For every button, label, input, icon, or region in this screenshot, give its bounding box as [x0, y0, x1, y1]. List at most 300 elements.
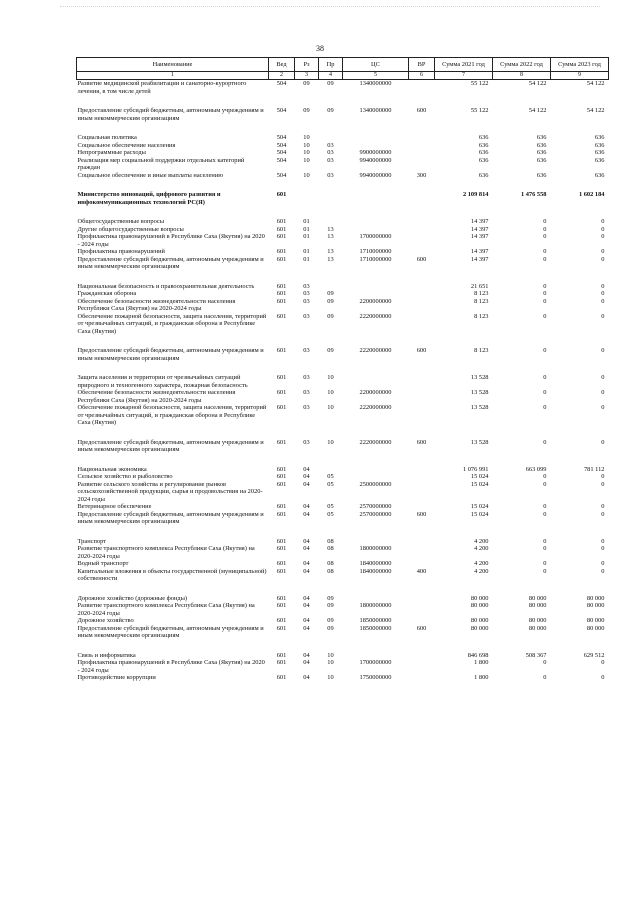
table-row — [77, 149, 609, 157]
cell-sum-2022: 636 — [536, 134, 547, 141]
cell-cs — [343, 374, 409, 389]
cell-vr — [409, 149, 435, 157]
cell-sum-2022: 0 — [543, 290, 547, 297]
cell-rz: 01 — [303, 218, 310, 225]
cell-sum-2021: 4 200 — [474, 567, 489, 575]
cell-cs — [343, 283, 409, 291]
cell-name: Капитальные вложения в объекты государственной (муниципальной) собственности — [77, 567, 267, 582]
cell-ved: 601 — [276, 473, 287, 480]
table-row — [77, 545, 609, 560]
table-row — [77, 511, 609, 526]
cell-ved: 601 — [276, 480, 287, 488]
cell-sum-2021: 636 — [478, 134, 489, 141]
cell-pr: 09 — [327, 594, 334, 602]
cell-sum-2021: 14 397 — [470, 255, 489, 263]
table-row — [77, 313, 609, 336]
cell-vr: 600 — [416, 107, 427, 114]
cell-name: Предоставление субсидий бюджетным, автономным учреждениям и иным некоммерческим организациям — [77, 624, 264, 639]
cell-vr — [409, 595, 435, 603]
cell-sum-2022: 0 — [543, 297, 547, 305]
cell-pr: 09 — [327, 617, 334, 624]
cell-cs — [343, 595, 409, 603]
cell-sum-2021: 1 076 991 — [462, 465, 489, 473]
table-row — [77, 347, 609, 362]
table-row — [77, 80, 609, 96]
cell-sum-2022: 636 — [536, 149, 547, 156]
cell-sum-2023: 0 — [601, 218, 605, 225]
cell-rz: 03 — [303, 374, 310, 381]
table-row — [77, 134, 609, 142]
table-row — [77, 560, 609, 568]
cell-pr: 09 — [327, 290, 334, 297]
cell-sum-2021: 636 — [478, 141, 489, 149]
cell-sum-2022: 0 — [543, 225, 547, 233]
cell-rz: 03 — [303, 347, 310, 354]
cell-rz: 03 — [303, 389, 310, 396]
cell-name: Профилактика правонарушений в Республике Саха (Якутия) на 2020 - 2024 годы — [77, 659, 265, 674]
cell-sum-2022: 0 — [543, 248, 547, 255]
cell-sum-2022: 54 122 — [528, 80, 547, 87]
cell-vr — [409, 466, 435, 474]
cell-sum-2023: 0 — [601, 389, 605, 396]
cell-rz: 09 — [303, 107, 310, 114]
cell-vr: 600 — [416, 255, 427, 263]
cell-vr — [409, 481, 435, 504]
cell-sum-2022: 80 000 — [528, 624, 547, 632]
cell-name: Предоставление субсидий бюджетным, автономным учреждениям и иным некоммерческим организациям — [77, 510, 264, 525]
table-row — [77, 404, 609, 427]
cell-vr: 600 — [416, 510, 427, 518]
cell-vr — [409, 157, 435, 172]
cell-vr — [409, 233, 435, 248]
cell-name: Профилактика правонарушений — [77, 248, 165, 255]
cell-ved: 601 — [276, 389, 287, 396]
cell-rz: 04 — [303, 659, 310, 666]
cell-name: Предоставление субсидий бюджетным, автономным учреждениям и иным некоммерческим организациям — [77, 438, 264, 453]
cell-pr: 13 — [327, 248, 334, 255]
cell-sum-2022: 0 — [543, 233, 547, 240]
cell-pr: 05 — [327, 510, 334, 518]
cell-rz: 01 — [303, 233, 310, 240]
cell-sum-2023: 0 — [601, 297, 605, 305]
cell-vr — [409, 374, 435, 389]
table-row — [77, 617, 609, 625]
cell-rz: 10 — [303, 149, 310, 156]
cell-vr — [409, 659, 435, 674]
cell-cs: 1340000000 — [359, 107, 392, 114]
cell-name: Дорожное хозяйство — [77, 617, 134, 624]
cell-sum-2022: 0 — [543, 503, 547, 510]
cell-rz: 04 — [303, 560, 310, 567]
cell-sum-2022: 80 000 — [528, 617, 547, 624]
cell-name: Дорожное хозяйство (дорожные фонды) — [77, 594, 188, 602]
cell-sum-2022: 0 — [543, 312, 547, 320]
cell-sum-2023: 0 — [601, 312, 605, 320]
cell-pr: 03 — [327, 141, 334, 149]
cell-sum-2022: 0 — [543, 255, 547, 263]
cell-pr — [319, 218, 343, 226]
header-name: Наименование — [77, 58, 269, 72]
cell-name: Общегосударственные вопросы — [77, 218, 165, 225]
cell-ved: 504 — [276, 134, 287, 141]
column-number: 3 — [295, 72, 319, 80]
table-row — [77, 248, 609, 256]
cell-cs — [343, 473, 409, 481]
cell-rz: 04 — [303, 503, 310, 510]
cell-ved: 601 — [276, 594, 287, 602]
cell-pr: 05 — [327, 473, 334, 480]
cell-pr — [319, 134, 343, 142]
cell-pr: 10 — [327, 404, 334, 411]
cell-name: Развитие транспортного комплекса Республики Саха (Якутия) на 2020-2024 годы — [77, 545, 255, 560]
cell-cs: 2570000000 — [359, 510, 392, 518]
cell-rz: 04 — [303, 624, 310, 632]
header-sum-2023: Сумма 2023 год — [551, 58, 609, 72]
cell-ved: 601 — [276, 465, 287, 473]
table-row — [77, 473, 609, 481]
cell-pr: 09 — [327, 107, 334, 114]
cell-cs: 9900000000 — [359, 149, 392, 156]
cell-vr — [409, 290, 435, 298]
cell-pr: 09 — [327, 347, 334, 354]
cell-sum-2023: 80 000 — [586, 602, 605, 609]
cell-cs: 2220000000 — [359, 312, 392, 320]
cell-sum-2021: 14 397 — [470, 233, 489, 240]
cell-sum-2021: 13 528 — [470, 374, 489, 381]
cell-name: Предоставление субсидий бюджетным, автономным учреждениям и иным некоммерческим организациям — [77, 107, 264, 122]
cell-sum-2021: 80 000 — [470, 602, 489, 609]
cell-sum-2022: 0 — [543, 374, 547, 381]
cell-sum-2021: 8 123 — [474, 297, 489, 305]
cell-sum-2022: 0 — [543, 404, 547, 411]
cell-sum-2023: 636 — [594, 171, 605, 179]
cell-sum-2022: 0 — [543, 473, 547, 480]
column-number: 9 — [551, 72, 609, 80]
cell-cs: 2500000000 — [359, 480, 392, 488]
cell-sum-2022: 1 476 558 — [520, 191, 547, 198]
cell-sum-2022: 636 — [536, 156, 547, 164]
cell-sum-2023: 0 — [601, 659, 605, 666]
cell-sum-2022: 54 122 — [528, 107, 547, 114]
cell-pr — [319, 466, 343, 474]
cell-sum-2022: 0 — [543, 659, 547, 666]
cell-name: Министерство инноваций, цифрового развития и инфокоммуникационных технологий РС(Я) — [77, 191, 221, 206]
header-ved: Вед — [269, 58, 295, 72]
table-row — [77, 674, 609, 682]
cell-pr: 09 — [327, 602, 334, 609]
cell-vr — [409, 674, 435, 682]
cell-rz: 04 — [303, 617, 310, 624]
cell-pr: 13 — [327, 225, 334, 233]
cell-vr — [409, 283, 435, 291]
cell-cs: 2200000000 — [359, 389, 392, 396]
cell-pr: 08 — [327, 567, 334, 575]
cell-cs: 1800000000 — [359, 602, 392, 609]
cell-rz: 01 — [303, 225, 310, 233]
cell-sum-2023: 636 — [594, 149, 605, 156]
cell-pr: 05 — [327, 503, 334, 510]
cell-cs — [343, 290, 409, 298]
cell-sum-2021: 14 397 — [470, 248, 489, 255]
cell-name: Обеспечение безопасности жизнедеятельности населения Республики Саха (Якутия) на 2020-2024 годы — [77, 297, 236, 312]
cell-sum-2021: 1 800 — [474, 659, 489, 666]
cell-name: Профилактика правонарушений в Республике Саха (Якутия) на 2020 - 2024 годы — [77, 233, 265, 248]
header-cs: ЦС — [343, 58, 409, 72]
table-row — [77, 481, 609, 504]
cell-pr: 10 — [327, 389, 334, 396]
cell-sum-2023: 0 — [601, 503, 605, 510]
table-row — [77, 256, 609, 271]
cell-vr — [409, 191, 435, 206]
table-row — [77, 283, 609, 291]
cell-name: Противодействие коррупции — [77, 674, 156, 681]
cell-ved: 601 — [276, 347, 287, 354]
cell-pr: 13 — [327, 255, 334, 263]
cell-sum-2023: 0 — [601, 347, 605, 354]
cell-cs: 2220000000 — [359, 347, 392, 354]
cell-rz: 04 — [303, 602, 310, 609]
cell-vr — [409, 389, 435, 404]
cell-ved: 601 — [276, 560, 287, 567]
cell-sum-2022: 0 — [543, 510, 547, 518]
cell-rz: 10 — [303, 156, 310, 164]
cell-sum-2023: 0 — [601, 438, 605, 446]
cell-ved: 601 — [276, 282, 287, 290]
cell-ved: 601 — [276, 510, 287, 518]
cell-cs: 1800000000 — [359, 545, 392, 552]
cell-rz: 04 — [303, 480, 310, 488]
cell-sum-2022: 0 — [543, 560, 547, 567]
cell-ved: 601 — [276, 624, 287, 632]
cell-vr — [409, 503, 435, 511]
table-row — [77, 191, 609, 206]
cell-vr: 400 — [416, 567, 427, 575]
cell-ved: 504 — [276, 80, 287, 87]
cell-name: Ветеринарное обеспечение — [77, 503, 152, 510]
cell-sum-2022: 0 — [543, 537, 547, 545]
cell-sum-2023: 80 000 — [586, 617, 605, 624]
cell-sum-2023: 0 — [601, 545, 605, 552]
header-sum-2021: Сумма 2021 год — [435, 58, 493, 72]
cell-cs: 9940000000 — [359, 156, 392, 164]
cell-sum-2023: 0 — [601, 225, 605, 233]
column-number: 2 — [269, 72, 295, 80]
cell-sum-2023: 80 000 — [586, 624, 605, 632]
cell-sum-2021: 1 800 — [474, 674, 489, 681]
table-row — [77, 107, 609, 122]
column-number: 7 — [435, 72, 493, 80]
cell-sum-2021: 636 — [478, 156, 489, 164]
cell-rz: 09 — [303, 80, 310, 87]
table-row — [77, 233, 609, 248]
cell-sum-2023: 0 — [601, 567, 605, 575]
table-body — [77, 80, 609, 682]
table-row — [77, 568, 609, 583]
cell-rz: 04 — [303, 510, 310, 518]
cell-pr: 09 — [327, 297, 334, 305]
cell-name: Связь и информатика — [77, 651, 136, 659]
cell-name: Другие общегосударственные вопросы — [77, 225, 184, 233]
cell-cs: 2220000000 — [359, 404, 392, 411]
cell-sum-2022: 0 — [543, 347, 547, 354]
cell-sum-2022: 0 — [543, 218, 547, 225]
cell-cs: 9940000000 — [359, 171, 392, 179]
table-row — [77, 374, 609, 389]
cell-sum-2022: 0 — [543, 282, 547, 290]
cell-name: Непрограммные расходы — [77, 149, 146, 156]
cell-ved: 504 — [276, 156, 287, 164]
cell-ved: 504 — [276, 149, 287, 156]
cell-pr: 05 — [327, 480, 334, 488]
cell-vr — [409, 652, 435, 660]
column-number: 8 — [493, 72, 551, 80]
cell-ved: 601 — [276, 374, 287, 381]
cell-vr: 300 — [416, 171, 427, 179]
cell-sum-2023: 0 — [601, 473, 605, 480]
table-row — [77, 602, 609, 617]
cell-cs: 1700000000 — [359, 659, 392, 666]
cell-sum-2023: 1 602 184 — [578, 191, 605, 198]
cell-cs: 1710000000 — [359, 248, 392, 255]
cell-sum-2021: 4 200 — [474, 560, 489, 567]
cell-cs — [343, 191, 409, 206]
cell-vr — [409, 473, 435, 481]
cell-rz: 04 — [303, 465, 310, 473]
cell-pr: 08 — [327, 545, 334, 552]
budget-table — [76, 57, 609, 682]
cell-rz: 04 — [303, 537, 310, 545]
cell-sum-2023: 54 122 — [586, 107, 605, 114]
cell-name: Сельское хозяйство и рыболовство — [77, 473, 173, 480]
cell-sum-2022: 636 — [536, 171, 547, 179]
cell-sum-2021: 14 397 — [470, 218, 489, 225]
cell-pr — [319, 283, 343, 291]
cell-cs — [343, 538, 409, 546]
cell-cs — [343, 226, 409, 234]
cell-sum-2023: 636 — [594, 134, 605, 141]
cell-pr: 03 — [327, 171, 334, 179]
cell-cs — [343, 134, 409, 142]
cell-name: Социальная политика — [77, 134, 137, 141]
cell-cs: 1710000000 — [359, 255, 392, 263]
cell-cs: 1840000000 — [359, 560, 392, 567]
cell-sum-2021: 80 000 — [470, 624, 489, 632]
column-number: 4 — [319, 72, 343, 80]
cell-sum-2021: 13 528 — [470, 438, 489, 446]
cell-sum-2023: 0 — [601, 248, 605, 255]
cell-ved: 601 — [276, 602, 287, 609]
cell-pr: 08 — [327, 537, 334, 545]
cell-cs: 2200000000 — [359, 297, 392, 305]
cell-sum-2023: 0 — [601, 480, 605, 488]
cell-vr — [409, 545, 435, 560]
cell-rz: 03 — [303, 282, 310, 290]
table-row — [77, 389, 609, 404]
cell-sum-2021: 13 528 — [470, 404, 489, 411]
cell-pr: 10 — [327, 438, 334, 446]
header-pr: Пр — [319, 58, 343, 72]
cell-rz: 10 — [303, 134, 310, 141]
cell-ved: 504 — [276, 107, 287, 114]
cell-sum-2023: 0 — [601, 282, 605, 290]
cell-name: Обеспечение пожарной безопасности, защита населения, территорий от чрезвычайных ситуаций, и гражданская оборона в Республике Саха (Якутия) — [77, 312, 267, 335]
cell-ved: 601 — [276, 404, 287, 411]
cell-sum-2022: 663 099 — [525, 465, 547, 473]
cell-vr — [409, 248, 435, 256]
cell-rz: 03 — [303, 404, 310, 411]
cell-rz: 03 — [303, 312, 310, 320]
table-row — [77, 659, 609, 674]
cell-rz: 10 — [303, 141, 310, 149]
cell-sum-2021: 15 024 — [470, 510, 489, 518]
cell-pr: 09 — [327, 80, 334, 87]
cell-vr — [409, 560, 435, 568]
cell-pr: 09 — [327, 624, 334, 632]
cell-rz: 04 — [303, 674, 310, 681]
cell-sum-2021: 636 — [478, 149, 489, 156]
cell-pr: 03 — [327, 156, 334, 164]
cell-vr — [409, 617, 435, 625]
cell-cs: 2570000000 — [359, 503, 392, 510]
cell-name: Обеспечение пожарной безопасности, защита населения, территорий от чрезвычайных ситуаций, и гражданская оборона в Республике Саха (Якутия) — [77, 404, 267, 426]
table-row — [77, 142, 609, 150]
cell-sum-2023: 636 — [594, 156, 605, 164]
table-row — [77, 172, 609, 180]
table-row — [77, 290, 609, 298]
cell-sum-2021: 636 — [478, 171, 489, 179]
table-row — [77, 625, 609, 640]
cell-vr — [409, 538, 435, 546]
cell-vr — [409, 218, 435, 226]
cell-sum-2021: 2 109 814 — [462, 191, 489, 198]
header-rz: Рз — [295, 58, 319, 72]
cell-rz: 01 — [303, 248, 310, 255]
cell-ved: 504 — [276, 141, 287, 149]
cell-sum-2021: 15 024 — [470, 480, 489, 488]
cell-vr: 600 — [416, 347, 427, 354]
table-row — [77, 652, 609, 660]
cell-sum-2023: 0 — [601, 255, 605, 263]
scan-noise — [60, 6, 600, 13]
cell-sum-2023: 0 — [601, 560, 605, 567]
cell-sum-2021: 846 698 — [467, 651, 489, 659]
cell-sum-2021: 15 024 — [470, 503, 489, 510]
cell-sum-2021: 55 122 — [470, 107, 489, 114]
cell-cs: 1840000000 — [359, 567, 392, 575]
cell-name: Реализация мер социальной поддержки отдельных категорий граждан — [77, 156, 245, 171]
cell-name: Водный транспорт — [77, 560, 129, 567]
cell-rz: 04 — [303, 594, 310, 602]
cell-ved: 601 — [276, 248, 287, 255]
cell-sum-2021: 14 397 — [470, 225, 489, 233]
cell-cs: 2220000000 — [359, 438, 392, 446]
cell-sum-2021: 4 200 — [474, 537, 489, 545]
cell-ved: 504 — [276, 171, 287, 179]
cell-sum-2023: 0 — [601, 233, 605, 240]
cell-cs — [343, 652, 409, 660]
cell-pr: 10 — [327, 659, 334, 666]
cell-vr — [409, 134, 435, 142]
cell-ved: 601 — [276, 617, 287, 624]
column-number-row — [77, 72, 609, 80]
cell-name: Обеспечение безопасности жизнедеятельности населения Республики Саха (Якутия) на 2020-2024 годы — [77, 389, 236, 404]
cell-rz: 04 — [303, 545, 310, 552]
cell-sum-2023: 0 — [601, 374, 605, 381]
cell-vr: 600 — [416, 438, 427, 446]
header-vr: ВР — [409, 58, 435, 72]
cell-cs: 1850000000 — [359, 617, 392, 624]
cell-rz: 03 — [303, 297, 310, 305]
